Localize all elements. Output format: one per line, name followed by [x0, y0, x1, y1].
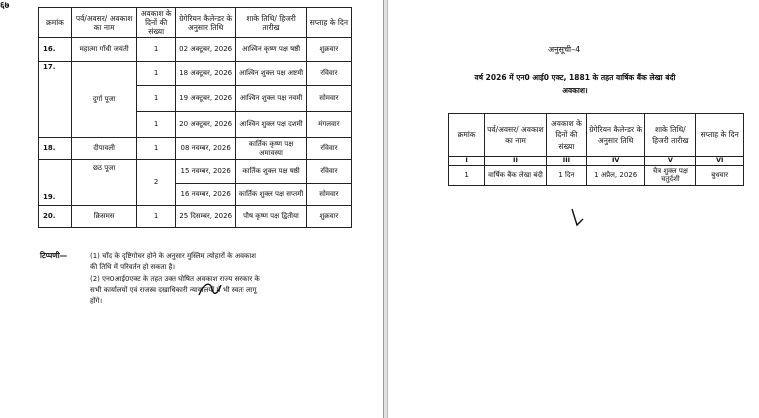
row-occasion: दुर्गा पूजा [71, 62, 136, 138]
annex-heading [446, 72, 704, 98]
column-number: VI [696, 156, 744, 165]
header-weekday: सप्ताह के दिन [306, 8, 351, 38]
row-weekday: रविवार [306, 160, 351, 184]
row-serial: 20. [39, 206, 72, 228]
row-days: 1 [137, 138, 176, 160]
header-days: अवकाश के दिनों की संख्या [546, 114, 586, 157]
row-occasion: वार्षिक बैंक लेखा बंदी [485, 165, 547, 185]
header-shaka-date: शाके तिथि/ हिजरी तारीख [236, 8, 307, 38]
row-weekday: शुक्रवार [306, 206, 351, 228]
header-days: अवकाश के दिनों की संख्या [137, 8, 176, 38]
header-serial: क्रमांक [449, 114, 485, 157]
row-occasion: क्रिसमस [71, 206, 136, 228]
row-date: 15 नवम्बर, 2026 [176, 160, 236, 184]
column-number-row [449, 156, 744, 165]
row-days: 1 [137, 112, 176, 138]
row-date: 19 अक्टूबर, 2026 [176, 86, 236, 112]
table-header-row [39, 8, 352, 38]
row-days: 1 दिन [546, 165, 586, 185]
row-serial: 19. [39, 160, 72, 206]
column-number: I [449, 156, 485, 165]
row-date: 20 अक्टूबर, 2026 [176, 112, 236, 138]
row-date: 08 नवम्बर, 2026 [176, 138, 236, 160]
footnote-line: (2) एन0आई0एक्ट के तहत उक्त घोषित अवकाश राज्य सरकार के [90, 275, 260, 283]
row-shaka: कार्तिक शुक्ल पक्ष षष्ठी [236, 160, 307, 184]
table-header-row [449, 114, 744, 157]
row-shaka: कार्तिक शुक्ल पक्ष सप्तमी [236, 184, 307, 206]
footnote-line: की तिथि में परिवर्तन हो सकता है। [90, 263, 176, 271]
row-serial: 18. [39, 138, 72, 160]
bank-holiday-table [448, 113, 744, 186]
holiday-table [38, 7, 352, 228]
row-date: 25 दिसम्बर, 2026 [176, 206, 236, 228]
table-row [449, 165, 744, 185]
header-occasion: पर्व/अवसर/ अवकाश का नाम [71, 8, 136, 38]
footnote-label: टिप्पणी— [40, 251, 68, 260]
annex-heading-line: अवकाश। [562, 85, 588, 95]
row-shaka: कार्तिक कृष्ण पक्ष अमावस्या [236, 138, 307, 160]
row-weekday: शुक्रवार [306, 38, 351, 62]
row-date: 02 अक्टूबर, 2026 [176, 38, 236, 62]
row-date: 1 अप्रैल, 2026 [587, 165, 645, 185]
table-row [39, 62, 352, 86]
footnote-line: होंगे। [90, 297, 103, 305]
row-weekday: बुधवार [696, 165, 744, 185]
column-number: V [645, 156, 696, 165]
row-date: 18 अक्टूबर, 2026 [176, 62, 236, 86]
footnote-line: (1) चाँद के दृष्टिगोचर होने के अनुसार मुस्लिम त्योहारों के अवकाश [90, 252, 256, 260]
table-row [39, 38, 352, 62]
row-days: 1 [137, 38, 176, 62]
row-days: 1 [137, 86, 176, 112]
header-occasion: पर्व/अवसर/ अवकाश का नाम [485, 114, 547, 157]
handwritten-mark [196, 279, 224, 301]
row-shaka: पौष कृष्ण पक्ष द्वितीया [236, 206, 307, 228]
header-serial: क्रमांक [39, 8, 72, 38]
header-gregorian-date: ग्रेगेरियन कैलेन्डर के अनुसार तिथि [587, 114, 645, 157]
row-shaka: आश्विन कृष्ण पक्ष षष्ठी [236, 38, 307, 62]
row-days: 1 [137, 206, 176, 228]
row-weekday: रविवार [306, 138, 351, 160]
header-weekday: सप्ताह के दिन [696, 114, 744, 157]
row-serial: 1 [449, 165, 485, 185]
row-shaka: आश्विन शुक्ल पक्ष दशमी [236, 112, 307, 138]
row-serial: 16. [39, 38, 72, 62]
footnote-line: सभी कार्यालयों एवं राजस्व दखाधिकारी न्यायालयों में भी स्वतः लागू [90, 286, 257, 294]
row-shaka: आश्विन शुक्ल पक्ष अष्टमी [236, 62, 307, 86]
row-date: 16 नवम्बर, 2026 [176, 184, 236, 206]
row-shaka: चैत्र शुक्ल पक्ष चतुर्दशी [645, 165, 696, 185]
column-number: II [485, 156, 547, 165]
row-weekday: रविवार [306, 62, 351, 86]
header-gregorian-date: ग्रेगेरियन कैलेन्डर के अनुसार तिथि [176, 8, 236, 38]
handwritten-mark [568, 207, 588, 229]
row-occasion: दीपावली [71, 138, 136, 160]
row-occasion: महात्मा गाँधी जयंती [71, 38, 136, 62]
row-weekday: सोमवार [306, 86, 351, 112]
right-page [388, 0, 759, 418]
table-row [39, 138, 352, 160]
row-weekday: सोमवार [306, 184, 351, 206]
table-row [39, 160, 352, 184]
row-shaka: आश्विन शुक्ल पक्ष नवमी [236, 86, 307, 112]
header-shaka-date: शाके तिथि/ हिजरी तारीख [645, 114, 696, 157]
row-occasion: छठ पूजा [71, 160, 136, 206]
table-row [39, 206, 352, 228]
row-days: 1 [137, 62, 176, 86]
row-serial: 17. [39, 62, 72, 138]
page-corner-mark: ६७ [0, 1, 10, 11]
annex-title: अनुसूची–4 [548, 45, 581, 54]
column-number: III [546, 156, 586, 165]
column-number: IV [587, 156, 645, 165]
annex-heading-line: वर्ष 2026 में एन0 आई0 एक्ट, 1881 के तहत वार्षिक बैंक लेखा बंदी [474, 73, 676, 82]
row-weekday: मंगलवार [306, 112, 351, 138]
row-days: 2 [137, 160, 176, 206]
